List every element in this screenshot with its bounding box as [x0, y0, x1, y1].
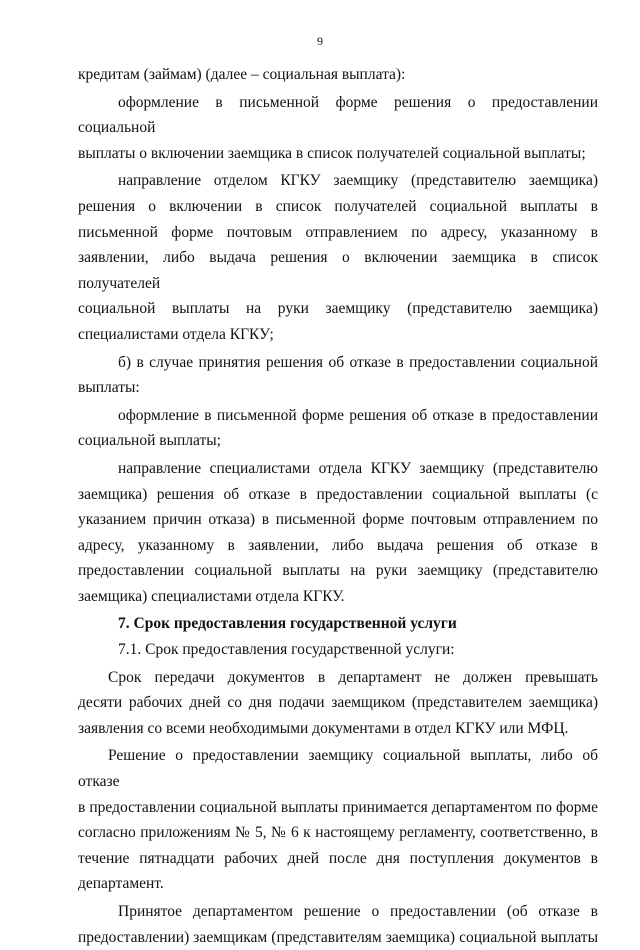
page-number: 9 [317, 34, 323, 48]
text-line: департамент. [78, 875, 164, 893]
text-line: 7.1. Срок предоставления государственной услуги: [118, 641, 455, 659]
text-line: заявления со всеми необходимыми документами в отдел КГКУ или МФЦ. [78, 719, 569, 737]
text-line: социальной выплаты на руки заемщику (представителю заемщика) [78, 300, 598, 318]
text-line: заемщика) решения об отказе в предоставлении социальной выплаты (с [78, 485, 598, 503]
text-line: решения о включении в список получателей социальной выплаты в [78, 197, 598, 215]
text-line: течение пятнадцати рабочих дней после дня поступления документов в [78, 849, 598, 867]
text-line: заемщика) специалистами отдела КГКУ. [78, 587, 345, 605]
text-line: указанием причин отказа) в письменной форме почтовым отправлением по [78, 511, 598, 529]
section-heading: 7. Срок предоставления государственной услуги [118, 615, 457, 633]
text-line: направление отделом КГКУ заемщику (представителю заемщика) [118, 172, 598, 190]
text-line: предоставлении) заемщикам (представителям заемщика) социальной выплаты [78, 928, 598, 946]
text-line: в предоставлении социальной выплаты принимается департаментом по форме [78, 798, 598, 816]
text-line: адресу, указанному в заявлении, либо выдача решения об отказе в [78, 536, 598, 554]
text-line: письменной форме почтовым отправлением по адресу, указанному в [78, 223, 598, 241]
text-line: социальной выплаты; [78, 432, 221, 450]
text-line: выплаты: [78, 379, 140, 397]
text-line: Решение о предоставлении заемщику социальной выплаты, либо об отказе [78, 747, 598, 791]
text-line: заявлении, либо выдача решения о включении заемщика в список получателей [78, 249, 598, 292]
text-line: направление специалистами отдела КГКУ заемщику (представителю [118, 459, 598, 477]
text-line: выплаты о включении заемщика в список получателей социальной выплаты; [78, 144, 586, 162]
text-line: Срок передачи документов в департамент не должен превышать [108, 668, 598, 686]
text-line: б) в случае принятия решения об отказе в предоставлении социальной [118, 353, 598, 371]
text-line: десяти рабочих дней со дня подачи заемщиком (представителем заемщика) [78, 694, 598, 712]
document-body [78, 62, 598, 950]
text-line: согласно приложениям № 5, № 6 к настоящему регламенту, соответственно, в [78, 824, 598, 842]
text-line: предоставлении социальной выплаты на руки заемщику (представителю [78, 562, 598, 580]
text-line: оформление в письменной форме решения об отказе в предоставлении [118, 406, 598, 424]
text-line: специалистами отдела КГКУ; [78, 325, 274, 343]
text-line: кредитам (займам) (далее – социальная выплата): [78, 66, 406, 83]
text-line: Принятое департаментом решение о предоставлении (об отказе в [118, 903, 598, 920]
text-line: оформление в письменной форме решения о предоставлении социальной [78, 93, 598, 137]
